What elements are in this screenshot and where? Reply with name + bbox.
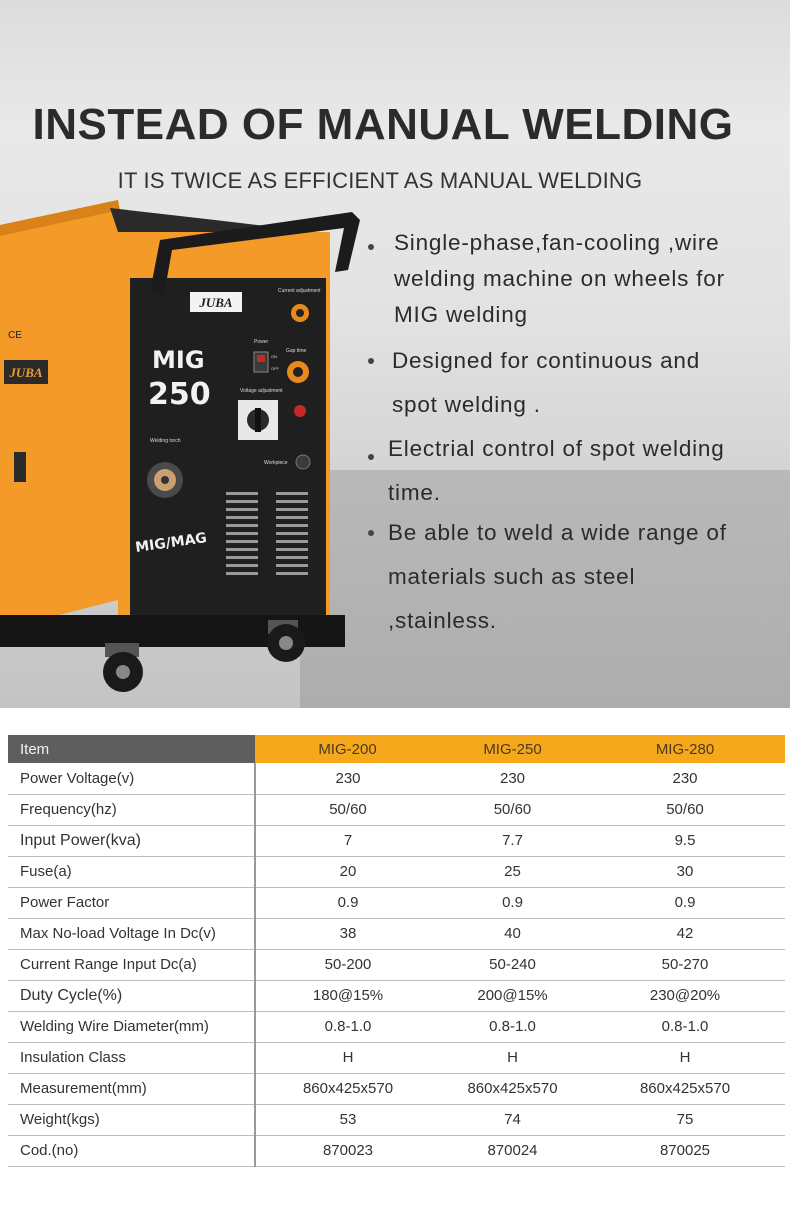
table-row xyxy=(8,1135,785,1166)
feature-line: ,stainless. xyxy=(388,608,497,633)
feature-line: Be able to weld a wide range of xyxy=(388,520,727,545)
cell-value: H xyxy=(679,1049,691,1066)
row-label: Measurement(mm) xyxy=(8,1073,255,1104)
cell-value: 7 xyxy=(343,832,353,849)
ce-mark: CE xyxy=(8,330,22,341)
cell-value: 230 xyxy=(499,769,526,787)
cell-value: 180@15% xyxy=(312,987,384,1004)
table-row xyxy=(8,887,785,918)
cell-value: 50-240 xyxy=(489,956,536,973)
cell-value: 0.8-1.0 xyxy=(324,1018,372,1035)
cell-value: 860x425x570 xyxy=(639,1080,731,1097)
feature-line: welding machine on wheels for xyxy=(394,266,725,291)
table-row xyxy=(8,794,785,825)
bullet-icon xyxy=(368,358,374,364)
row-label: Current Range Input Dc(a) xyxy=(8,949,255,980)
cell-value: H xyxy=(507,1049,518,1066)
cell-value: 30 xyxy=(676,863,694,880)
cell-value: 7.7 xyxy=(502,832,523,849)
cell-value: 74 xyxy=(504,1111,521,1128)
spec-table xyxy=(8,735,785,1167)
cell-value: 20 xyxy=(339,863,357,880)
feature-line: MIG welding xyxy=(394,302,528,327)
feature-line: materials such as steel xyxy=(388,564,636,589)
feature-line: Single-phase,fan-cooling ,wire xyxy=(394,230,720,255)
table-row xyxy=(8,856,785,887)
bullet-icon xyxy=(368,244,374,250)
header-model: MIG-280 xyxy=(585,735,785,763)
cell-value: 40 xyxy=(504,925,521,942)
welding-torch-label: Welding torch xyxy=(150,438,181,444)
cell-value: 50-200 xyxy=(324,956,372,973)
cell-value: 230 xyxy=(672,769,698,787)
hero-subtitle: IT IS TWICE AS EFFICIENT AS MANUAL WELDING xyxy=(117,168,643,193)
cell-value: 50/60 xyxy=(666,801,704,818)
row-label: Weight(kgs) xyxy=(8,1104,255,1135)
feature-line: time. xyxy=(388,480,441,505)
table-row xyxy=(8,1042,785,1073)
cell-value: 0.9 xyxy=(337,894,359,911)
header-model: MIG-250 xyxy=(440,735,585,763)
cell-value: 0.9 xyxy=(502,894,523,911)
row-label: Cod.(no) xyxy=(8,1135,255,1166)
power-label: Power xyxy=(254,339,269,345)
row-label: Frequency(hz) xyxy=(8,794,255,825)
side-brand-label: JUBA xyxy=(9,365,43,380)
cell-value: 0.9 xyxy=(674,894,696,911)
gap-time-label: Gap time xyxy=(286,348,307,354)
cell-value: 53 xyxy=(339,1111,357,1128)
cell-value: 25 xyxy=(504,863,521,880)
table-row xyxy=(8,825,785,856)
bullet-icon xyxy=(368,454,374,460)
row-label: Max No-load Voltage In Dc(v) xyxy=(8,918,255,949)
feature-line: spot welding . xyxy=(392,392,541,417)
header-item: Item xyxy=(8,735,255,763)
cell-value: 50/60 xyxy=(329,801,367,818)
cell-value: 0.8-1.0 xyxy=(661,1018,709,1035)
off-label: OFF xyxy=(271,366,279,371)
cell-value: 870024 xyxy=(487,1142,538,1159)
bullet-icon xyxy=(368,530,374,536)
row-label: Fuse(a) xyxy=(8,856,255,887)
cell-value: 200@15% xyxy=(477,987,548,1004)
table-row xyxy=(8,1104,785,1135)
voltage-adjust-label: Voltage adjustment xyxy=(240,388,283,394)
row-label: Input Power(kva) xyxy=(8,825,255,856)
table-row xyxy=(8,980,785,1011)
cell-value: 230@20% xyxy=(649,987,721,1004)
spec-table-header xyxy=(8,735,785,763)
row-label: Welding Wire Diameter(mm) xyxy=(8,1011,255,1042)
on-label: ON xyxy=(271,354,277,359)
table-row xyxy=(8,918,785,949)
cell-value: 50-270 xyxy=(661,956,709,973)
row-label: Power Voltage(v) xyxy=(8,763,255,794)
cell-value: 870025 xyxy=(659,1142,711,1159)
feature-line: Electrial control of spot welding xyxy=(388,436,725,461)
cell-value: 75 xyxy=(676,1111,694,1128)
table-row xyxy=(8,763,785,794)
cell-value: H xyxy=(342,1049,354,1066)
welding-machine-image xyxy=(0,200,370,700)
current-adjust-label: Current adjustment xyxy=(278,288,321,294)
model-text-line2: 250 xyxy=(148,377,211,412)
front-brand-label: JUBA xyxy=(199,295,233,310)
table-row xyxy=(8,949,785,980)
cell-value: 50/60 xyxy=(493,801,532,818)
cell-value: 38 xyxy=(339,925,357,942)
process-text: MIG/MAG xyxy=(134,530,208,556)
table-row xyxy=(8,1073,785,1104)
model-text-line1: MIG xyxy=(152,346,205,374)
hero-title: INSTEAD OF MANUAL WELDING xyxy=(32,100,734,149)
row-label: Duty Cycle(%) xyxy=(8,980,255,1011)
table-row xyxy=(8,1011,785,1042)
cell-value: 860x425x570 xyxy=(467,1080,558,1097)
header-model: MIG-200 xyxy=(255,735,440,763)
cell-value: 230 xyxy=(335,769,361,787)
cell-value: 9.5 xyxy=(674,832,696,849)
workpiece-label: Workpiece xyxy=(264,460,288,466)
cell-value: 870023 xyxy=(322,1142,374,1159)
row-label: Power Factor xyxy=(8,887,255,918)
feature-line: Designed for continuous and xyxy=(392,348,701,373)
cell-value: 42 xyxy=(676,925,694,942)
cell-value: 0.8-1.0 xyxy=(489,1018,536,1035)
row-label: Insulation Class xyxy=(8,1042,255,1073)
cell-value: 860x425x570 xyxy=(302,1080,394,1097)
